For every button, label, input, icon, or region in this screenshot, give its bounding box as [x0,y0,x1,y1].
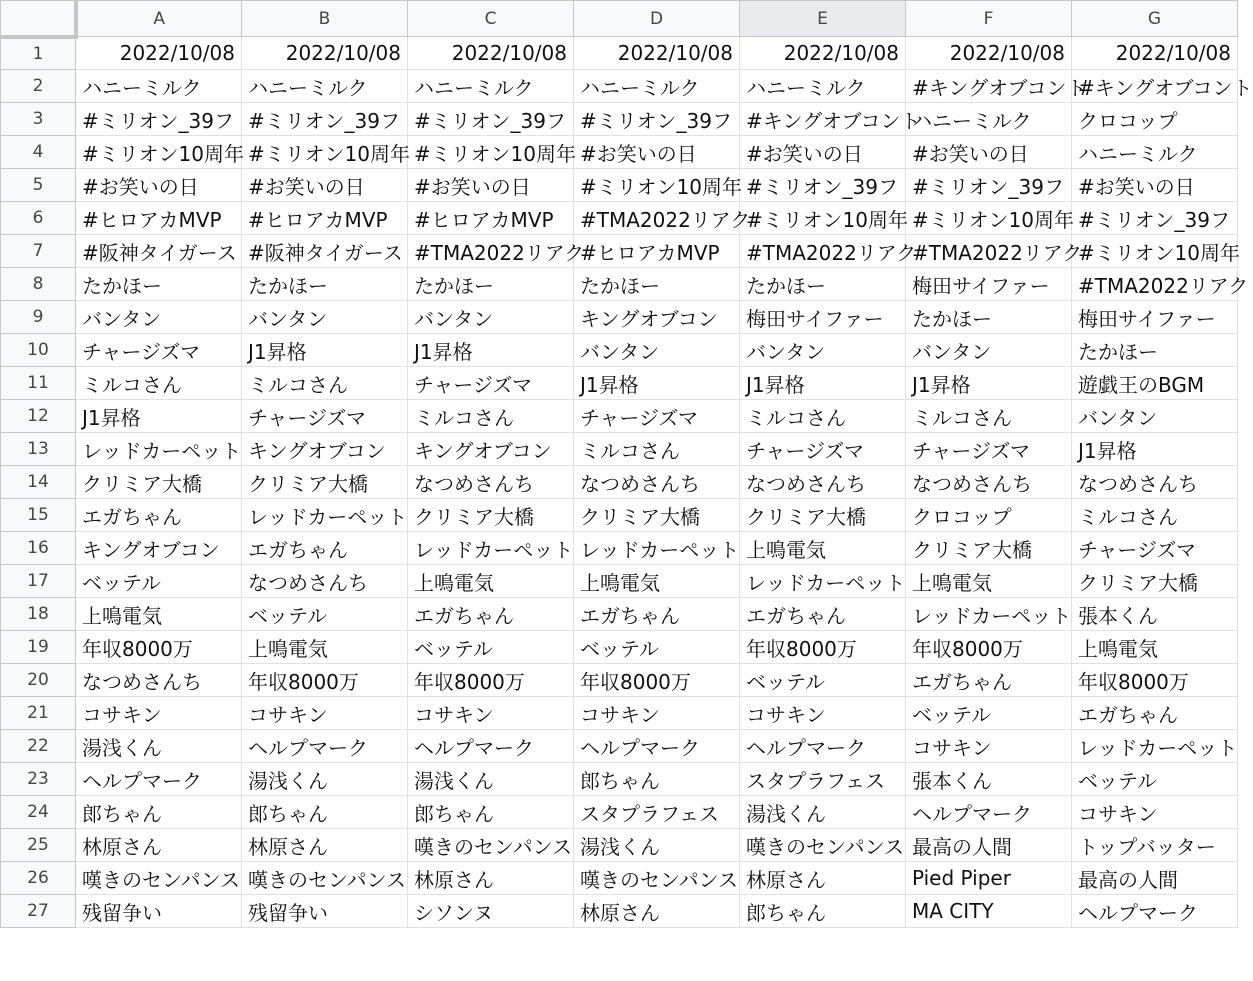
cell-b15[interactable]: レッドカーペット [242,499,408,532]
cell-d9[interactable]: キングオブコン [574,301,740,334]
cell-a6[interactable]: #ヒロアカMVP [76,202,242,235]
cell-d26[interactable]: 嘆きのセンパンス [574,862,740,895]
row-header[interactable]: 3 [1,103,76,136]
row-header[interactable]: 15 [1,499,76,532]
cell-d25[interactable]: 湯浅くん [574,829,740,862]
cell-f7[interactable]: #TMA2022リアク [906,235,1072,268]
cell-g12[interactable]: バンタン [1072,400,1238,433]
cell-g2[interactable]: #キングオブコント [1072,70,1238,103]
cell-f25[interactable]: 最高の人間 [906,829,1072,862]
cell-d19[interactable]: ベッテル [574,631,740,664]
cell-g21[interactable]: エガちゃん [1072,697,1238,730]
cell-a9[interactable]: バンタン [76,301,242,334]
table-row [1,697,1238,730]
cell-c23[interactable]: 湯浅くん [408,763,574,796]
cell-d18[interactable]: エガちゃん [574,598,740,631]
cell-g4[interactable]: ハニーミルク [1072,136,1238,169]
table-row [1,103,1238,136]
table-row [1,895,1238,928]
cell-b2[interactable]: ハニーミルク [242,70,408,103]
cell-f24[interactable]: ヘルプマーク [906,796,1072,829]
cell-d20[interactable]: 年収8000万 [574,664,740,697]
row-header[interactable]: 4 [1,136,76,169]
cell-b7[interactable]: #阪神タイガース [242,235,408,268]
cell-a13[interactable]: レッドカーペット [76,433,242,466]
cell-f3[interactable]: ハニーミルク [906,103,1072,136]
row-header[interactable]: 24 [1,796,76,829]
cell-g3[interactable]: クロコップ [1072,103,1238,136]
cell-e14[interactable]: なつめさんち [740,466,906,499]
cell-a14[interactable]: クリミア大橋 [76,466,242,499]
cell-a15[interactable]: エガちゃん [76,499,242,532]
cell-e11[interactable]: J1昇格 [740,367,906,400]
table-row [1,400,1238,433]
table-row [1,565,1238,598]
cell-a11[interactable]: ミルコさん [76,367,242,400]
cell-c3[interactable]: #ミリオン_39フ [408,103,574,136]
cell-b17[interactable]: なつめさんち [242,565,408,598]
table-row [1,796,1238,829]
cell-f20[interactable]: エガちゃん [906,664,1072,697]
cell-f16[interactable]: クリミア大橋 [906,532,1072,565]
cell-b8[interactable]: たかほー [242,268,408,301]
cell-a20[interactable]: なつめさんち [76,664,242,697]
cell-a24[interactable]: 郎ちゃん [76,796,242,829]
cell-b22[interactable]: ヘルプマーク [242,730,408,763]
row-header[interactable]: 22 [1,730,76,763]
cell-b11[interactable]: ミルコさん [242,367,408,400]
row-header[interactable]: 1 [1,37,76,70]
column-header-b[interactable]: B [242,1,408,37]
cell-g11[interactable]: 遊戯王のBGM [1072,367,1238,400]
cell-d17[interactable]: 上鳴電気 [574,565,740,598]
cell-d14[interactable]: なつめさんち [574,466,740,499]
cell-a16[interactable]: キングオブコン [76,532,242,565]
cell-a18[interactable]: 上鳴電気 [76,598,242,631]
cell-b23[interactable]: 湯浅くん [242,763,408,796]
cell-a5[interactable]: #お笑いの日 [76,169,242,202]
cell-e19[interactable]: 年収8000万 [740,631,906,664]
table-row [1,466,1238,499]
cell-f1[interactable]: 2022/10/08 [906,37,1072,70]
cell-c13[interactable]: キングオブコン [408,433,574,466]
cell-a22[interactable]: 湯浅くん [76,730,242,763]
cell-e8[interactable]: たかほー [740,268,906,301]
cell-c6[interactable]: #ヒロアカMVP [408,202,574,235]
cell-g20[interactable]: 年収8000万 [1072,664,1238,697]
cell-f14[interactable]: なつめさんち [906,466,1072,499]
cell-c26[interactable]: 林原さん [408,862,574,895]
cell-e2[interactable]: ハニーミルク [740,70,906,103]
cell-a8[interactable]: たかほー [76,268,242,301]
row-header[interactable]: 25 [1,829,76,862]
column-header-e[interactable]: E [740,1,906,37]
row-header[interactable]: 21 [1,697,76,730]
cell-c22[interactable]: ヘルプマーク [408,730,574,763]
cell-e20[interactable]: ベッテル [740,664,906,697]
table-row [1,169,1238,202]
cell-b27[interactable]: 残留争い [242,895,408,928]
table-row [1,499,1238,532]
cell-b24[interactable]: 郎ちゃん [242,796,408,829]
column-header-f[interactable]: F [906,1,1072,37]
table-row [1,334,1238,367]
cell-e7[interactable]: #TMA2022リアク [740,235,906,268]
cell-d5[interactable]: #ミリオン10周年 [574,169,740,202]
cell-d27[interactable]: 林原さん [574,895,740,928]
cell-a26[interactable]: 嘆きのセンパンス [76,862,242,895]
table-row [1,862,1238,895]
cell-f18[interactable]: レッドカーペット [906,598,1072,631]
cell-b21[interactable]: コサキン [242,697,408,730]
cell-a4[interactable]: #ミリオン10周年 [76,136,242,169]
cell-d2[interactable]: ハニーミルク [574,70,740,103]
cell-b25[interactable]: 林原さん [242,829,408,862]
cell-g16[interactable]: チャージズマ [1072,532,1238,565]
table-row [1,301,1238,334]
column-header-g[interactable]: G [1072,1,1238,37]
column-header-d[interactable]: D [574,1,740,37]
cell-d6[interactable]: #TMA2022リアク [574,202,740,235]
cell-c16[interactable]: レッドカーペット [408,532,574,565]
cell-d22[interactable]: ヘルプマーク [574,730,740,763]
cell-g18[interactable]: 張本くん [1072,598,1238,631]
column-header-a[interactable]: A [76,1,242,37]
cell-e24[interactable]: 湯浅くん [740,796,906,829]
cell-e22[interactable]: ヘルプマーク [740,730,906,763]
cell-f5[interactable]: #ミリオン_39フ [906,169,1072,202]
cell-a1[interactable]: 2022/10/08 [76,37,242,70]
cell-e4[interactable]: #お笑いの日 [740,136,906,169]
table-row [1,37,1238,70]
cell-e15[interactable]: クリミア大橋 [740,499,906,532]
cell-f12[interactable]: ミルコさん [906,400,1072,433]
table-row [1,367,1238,400]
cell-b20[interactable]: 年収8000万 [242,664,408,697]
row-header[interactable]: 26 [1,862,76,895]
cell-e21[interactable]: コサキン [740,697,906,730]
cell-a21[interactable]: コサキン [76,697,242,730]
cell-b19[interactable]: 上鳴電気 [242,631,408,664]
cell-b14[interactable]: クリミア大橋 [242,466,408,499]
row-header[interactable]: 14 [1,466,76,499]
cell-a12[interactable]: J1昇格 [76,400,242,433]
cell-a3[interactable]: #ミリオン_39フ [76,103,242,136]
cell-f10[interactable]: バンタン [906,334,1072,367]
cell-f17[interactable]: 上鳴電気 [906,565,1072,598]
cell-e17[interactable]: レッドカーペット [740,565,906,598]
cell-a27[interactable]: 残留争い [76,895,242,928]
cell-g7[interactable]: #ミリオン10周年 [1072,235,1238,268]
cell-g6[interactable]: #ミリオン_39フ [1072,202,1238,235]
cell-f15[interactable]: クロコップ [906,499,1072,532]
table-row [1,730,1238,763]
cell-f19[interactable]: 年収8000万 [906,631,1072,664]
cell-b13[interactable]: キングオブコン [242,433,408,466]
cell-d3[interactable]: #ミリオン_39フ [574,103,740,136]
cell-c21[interactable]: コサキン [408,697,574,730]
cell-g26[interactable]: 最高の人間 [1072,862,1238,895]
cell-a10[interactable]: チャージズマ [76,334,242,367]
cell-b1[interactable]: 2022/10/08 [242,37,408,70]
cell-d12[interactable]: チャージズマ [574,400,740,433]
column-header-c[interactable]: C [408,1,574,37]
cell-d10[interactable]: バンタン [574,334,740,367]
cell-b16[interactable]: エガちゃん [242,532,408,565]
row-header[interactable]: 5 [1,169,76,202]
cell-d24[interactable]: スタプラフェス [574,796,740,829]
cell-g22[interactable]: レッドカーペット [1072,730,1238,763]
table-row [1,202,1238,235]
cell-e12[interactable]: ミルコさん [740,400,906,433]
cell-d23[interactable]: 郎ちゃん [574,763,740,796]
column-header-row [1,1,1238,37]
cell-a19[interactable]: 年収8000万 [76,631,242,664]
row-header[interactable]: 12 [1,400,76,433]
cell-e9[interactable]: 梅田サイファー [740,301,906,334]
cell-b12[interactable]: チャージズマ [242,400,408,433]
cell-d7[interactable]: #ヒロアカMVP [574,235,740,268]
table-row [1,235,1238,268]
table-row [1,664,1238,697]
cell-d8[interactable]: たかほー [574,268,740,301]
table-row [1,70,1238,103]
cell-e3[interactable]: #キングオブコント [740,103,906,136]
cell-d1[interactable]: 2022/10/08 [574,37,740,70]
cell-c4[interactable]: #ミリオン10周年 [408,136,574,169]
cell-f9[interactable]: たかほー [906,301,1072,334]
cell-f11[interactable]: J1昇格 [906,367,1072,400]
cell-g25[interactable]: トップバッター [1072,829,1238,862]
row-header[interactable]: 16 [1,532,76,565]
cell-c10[interactable]: J1昇格 [408,334,574,367]
row-header[interactable]: 11 [1,367,76,400]
cell-c25[interactable]: 嘆きのセンパンス [408,829,574,862]
cell-f23[interactable]: 張本くん [906,763,1072,796]
cell-c15[interactable]: クリミア大橋 [408,499,574,532]
cell-c14[interactable]: なつめさんち [408,466,574,499]
row-header[interactable]: 6 [1,202,76,235]
table-row [1,268,1238,301]
cell-f2[interactable]: #キングオブコント [906,70,1072,103]
cell-g14[interactable]: なつめさんち [1072,466,1238,499]
cell-f27[interactable]: MA CITY [906,895,1072,928]
cell-e25[interactable]: 嘆きのセンパンス [740,829,906,862]
row-header[interactable]: 17 [1,565,76,598]
cell-g9[interactable]: 梅田サイファー [1072,301,1238,334]
cell-b18[interactable]: ベッテル [242,598,408,631]
cell-g8[interactable]: #TMA2022リアク [1072,268,1238,301]
cell-e10[interactable]: バンタン [740,334,906,367]
cell-b4[interactable]: #ミリオン10周年 [242,136,408,169]
cell-c18[interactable]: エガちゃん [408,598,574,631]
cell-g13[interactable]: J1昇格 [1072,433,1238,466]
cell-e18[interactable]: エガちゃん [740,598,906,631]
cell-f26[interactable]: Pied Piper [906,862,1072,895]
cell-c19[interactable]: ベッテル [408,631,574,664]
cell-f4[interactable]: #お笑いの日 [906,136,1072,169]
cell-a23[interactable]: ヘルプマーク [76,763,242,796]
cell-f21[interactable]: ベッテル [906,697,1072,730]
cell-c27[interactable]: シソンヌ [408,895,574,928]
row-header[interactable]: 20 [1,664,76,697]
cell-f6[interactable]: #ミリオン10周年 [906,202,1072,235]
table-row [1,763,1238,796]
cell-e16[interactable]: 上鳴電気 [740,532,906,565]
row-header[interactable]: 9 [1,301,76,334]
cell-e5[interactable]: #ミリオン_39フ [740,169,906,202]
table-row [1,532,1238,565]
cell-d13[interactable]: ミルコさん [574,433,740,466]
cell-g10[interactable]: たかほー [1072,334,1238,367]
cell-c5[interactable]: #お笑いの日 [408,169,574,202]
table-row [1,829,1238,862]
select-all-corner[interactable] [1,1,76,37]
cell-c9[interactable]: バンタン [408,301,574,334]
cell-g17[interactable]: クリミア大橋 [1072,565,1238,598]
table-row [1,631,1238,664]
cell-c12[interactable]: ミルコさん [408,400,574,433]
cell-d15[interactable]: クリミア大橋 [574,499,740,532]
cell-a2[interactable]: ハニーミルク [76,70,242,103]
cell-f22[interactable]: コサキン [906,730,1072,763]
cell-d11[interactable]: J1昇格 [574,367,740,400]
row-header[interactable]: 27 [1,895,76,928]
row-header[interactable]: 18 [1,598,76,631]
cell-c1[interactable]: 2022/10/08 [408,37,574,70]
cell-c2[interactable]: ハニーミルク [408,70,574,103]
cell-b26[interactable]: 嘆きのセンパンス [242,862,408,895]
cell-c20[interactable]: 年収8000万 [408,664,574,697]
cell-d4[interactable]: #お笑いの日 [574,136,740,169]
cell-g27[interactable]: ヘルプマーク [1072,895,1238,928]
cell-a17[interactable]: ベッテル [76,565,242,598]
table-row [1,136,1238,169]
cell-g24[interactable]: コサキン [1072,796,1238,829]
table-row [1,598,1238,631]
cell-a7[interactable]: #阪神タイガース [76,235,242,268]
cell-e6[interactable]: #ミリオン10周年 [740,202,906,235]
cell-d16[interactable]: レッドカーペット [574,532,740,565]
cell-f8[interactable]: 梅田サイファー [906,268,1072,301]
cell-d21[interactable]: コサキン [574,697,740,730]
cell-f13[interactable]: チャージズマ [906,433,1072,466]
cell-b6[interactable]: #ヒロアカMVP [242,202,408,235]
cell-e26[interactable]: 林原さん [740,862,906,895]
row-header[interactable]: 2 [1,70,76,103]
cell-b10[interactable]: J1昇格 [242,334,408,367]
cell-g23[interactable]: ベッテル [1072,763,1238,796]
cell-b3[interactable]: #ミリオン_39フ [242,103,408,136]
cell-g15[interactable]: ミルコさん [1072,499,1238,532]
row-header[interactable]: 23 [1,763,76,796]
row-header[interactable]: 10 [1,334,76,367]
cell-a25[interactable]: 林原さん [76,829,242,862]
cell-e23[interactable]: スタプラフェス [740,763,906,796]
cell-c11[interactable]: チャージズマ [408,367,574,400]
cell-c17[interactable]: 上鳴電気 [408,565,574,598]
row-header[interactable]: 8 [1,268,76,301]
cell-e13[interactable]: チャージズマ [740,433,906,466]
cell-c7[interactable]: #TMA2022リアク [408,235,574,268]
cell-e27[interactable]: 郎ちゃん [740,895,906,928]
row-header[interactable]: 13 [1,433,76,466]
cell-e1[interactable]: 2022/10/08 [740,37,906,70]
cell-b5[interactable]: #お笑いの日 [242,169,408,202]
cell-g1[interactable]: 2022/10/08 [1072,37,1238,70]
cell-g5[interactable]: #お笑いの日 [1072,169,1238,202]
cell-c24[interactable]: 郎ちゃん [408,796,574,829]
row-header[interactable]: 7 [1,235,76,268]
cell-c8[interactable]: たかほー [408,268,574,301]
cell-g19[interactable]: 上鳴電気 [1072,631,1238,664]
row-header[interactable]: 19 [1,631,76,664]
table-row [1,433,1238,466]
cell-b9[interactable]: バンタン [242,301,408,334]
